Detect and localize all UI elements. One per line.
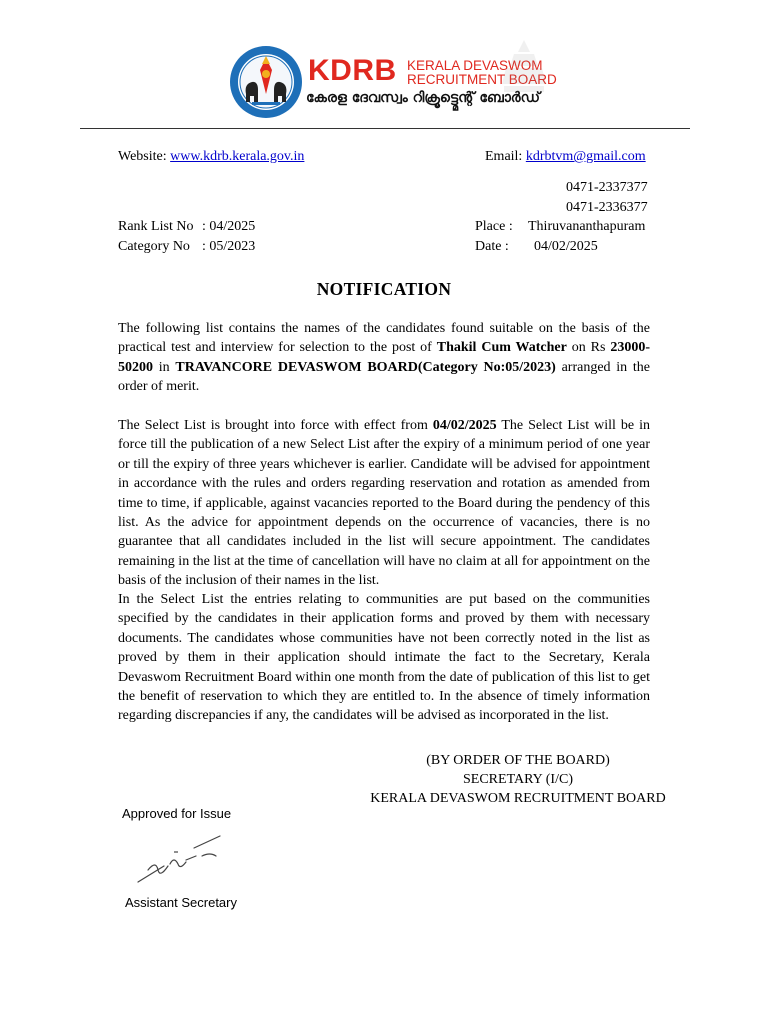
- category-value: : 05/2023: [202, 239, 256, 254]
- header-divider: [80, 128, 690, 129]
- place-label: Place :: [475, 219, 513, 234]
- phone-1: 0471-2337377: [566, 180, 648, 195]
- p2-text-c: The Select List will be in force till the publication of a new Select List after the expiry of a minimum period of one year or till the expiry of three years whichever is earlier. Candidate will be advised for appointment in accordance with the rules and orders regarding reservation and rotation as amended from time to time, if applicable, against vacancies reported to the Board during the pendency of this list. As the advice for appointment depends on the occurrence of vacancies, there is no guarantee that all candidates included in the list will secure appointment. The candidates remaining in the list at the time of cancellation will have no claim at all for appointment on the basis of the inclusion of their names in the list.: [118, 418, 650, 589]
- temple-watermark-icon: [500, 38, 548, 94]
- website-link[interactable]: www.kdrb.kerala.gov.in: [170, 149, 305, 164]
- order-line-3: KERALA DEVASWOM RECRUITMENT BOARD: [370, 791, 666, 806]
- brand-name-line1: KERALA DEVASWOM: [407, 58, 543, 73]
- place-value: Thiruvananthapuram: [528, 219, 646, 234]
- paragraph-communities: In the Select List the entries relating to communities are put based on the communities specified by the candidates in their application forms and proved by them with necessary documents. The candidates whose communities have not been correctly noted in the list as proved by them in their application should intimate the fact to the Secretary, Kerala Devaswom Recruitment Board within one month from the date of publication of this list to get the benefit of reservation to which they are entitled to. In the absence of timely information regarding discrepancies if any, the candidates will be advised as incorporated in the list.: [118, 592, 650, 724]
- assistant-secretary: Assistant Secretary: [125, 895, 237, 910]
- website-label: Website:: [118, 149, 167, 164]
- brand-acronym: KDRB: [308, 54, 397, 87]
- order-line-2: SECRETARY (I/C): [463, 772, 573, 787]
- order-line-1: (BY ORDER OF THE BOARD): [426, 753, 610, 768]
- date-value: 04/02/2025: [534, 239, 598, 254]
- phone-2: 0471-2336377: [566, 200, 648, 215]
- p1-text-g: arranged in the order of merit.: [118, 359, 651, 395]
- category-label: Category No: [118, 239, 190, 254]
- paragraph-selection: [118, 319, 650, 397]
- post-name: Thakil Cum Watcher: [436, 340, 567, 356]
- order-block: [366, 751, 670, 808]
- p1-text-e: in: [153, 359, 176, 375]
- email-line: [485, 150, 646, 164]
- date-label: Date :: [475, 239, 509, 254]
- pay-scale: 23000-50200: [118, 340, 651, 375]
- email-link[interactable]: kdrbtvm@gmail.com: [525, 149, 646, 164]
- website-line: [118, 150, 304, 164]
- p1-text-a: The following list contains the names of the candidates found suitable on the basis of the practical test and interview for selection to the post of: [118, 321, 650, 356]
- email-label: Email:: [485, 149, 523, 164]
- p1-text-c: on Rs: [566, 340, 611, 356]
- kdrb-seal-logo: [228, 44, 304, 120]
- paragraph-validity: [118, 416, 650, 591]
- brand-name-malayalam: കേരള ദേവസ്വം റിക്രൂട്ട്മെന്റ് ബോർഡ്: [306, 90, 540, 106]
- p2-text-a: The Select List is brought into force with effect from: [118, 418, 433, 433]
- board-category: TRAVANCORE DEVASWOM BOARD(Category No:05/2023): [175, 359, 556, 375]
- brand-name-line2: RECRUITMENT BOARD: [407, 72, 557, 87]
- signature-image: [134, 826, 230, 888]
- effective-date: 04/02/2025: [432, 418, 497, 433]
- rank-list-label: Rank List No: [118, 219, 194, 234]
- page-title: NOTIFICATION: [316, 279, 452, 299]
- rank-list-value: : 04/2025: [202, 219, 256, 234]
- approved-for-issue: Approved for Issue: [122, 806, 232, 821]
